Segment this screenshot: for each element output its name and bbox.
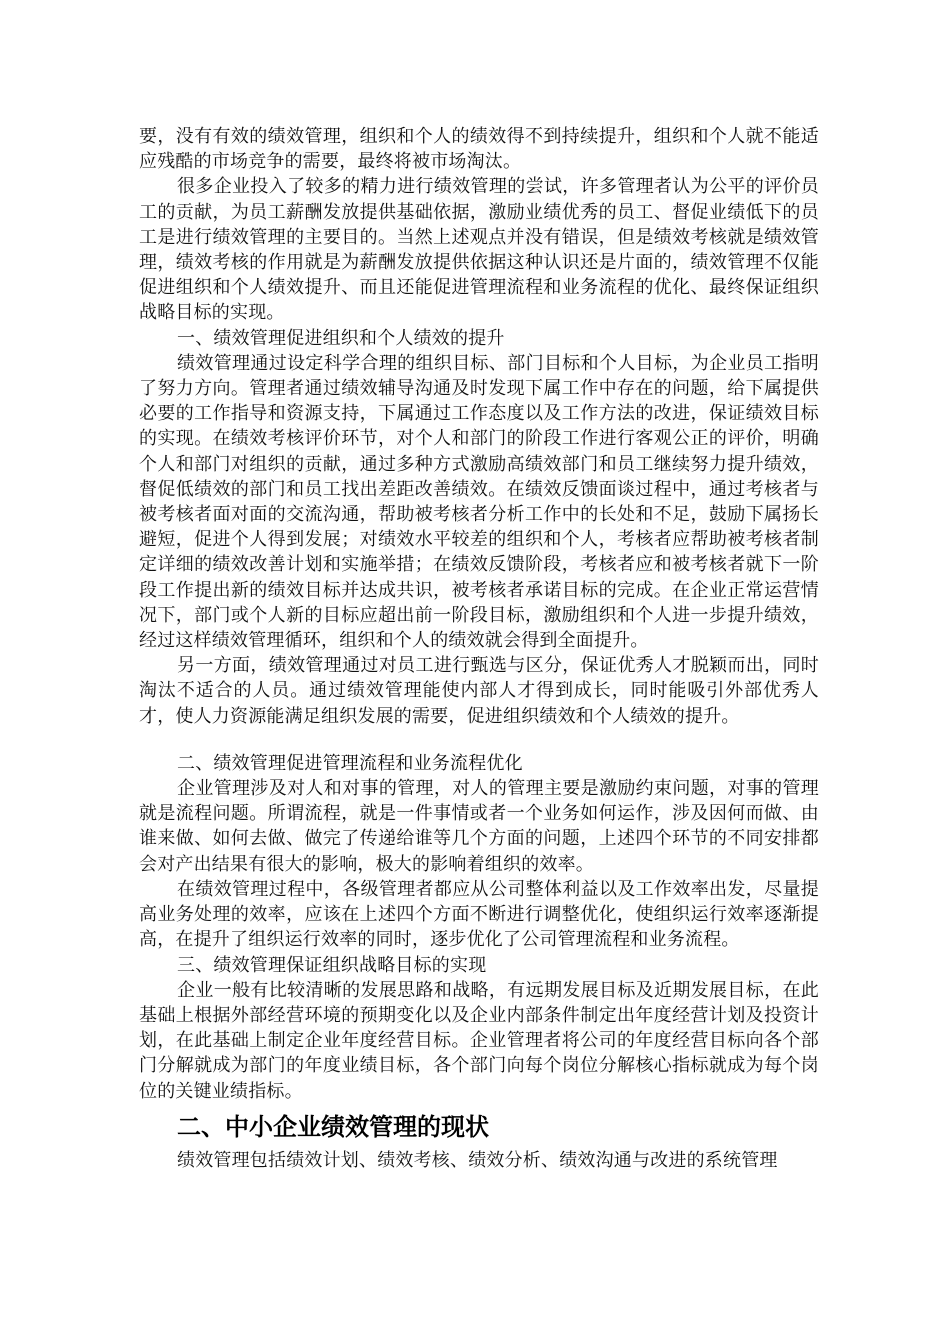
paragraph-two-a: 企业管理涉及对人和对事的管理，对人的管理主要是激励约束问题，对事的管理就是流程问题。所谓流程，就是一件事情或者一个业务如何运作，涉及因何而做、由谁来做、如何去做、做完了传递给谁等几个方面的问题，上述四个环节的不同安排都会对产出结果有很大的影响，极大的影响着组织的效率。 [139,778,819,875]
paragraph-two-b: 在绩效管理过程中，各级管理者都应从公司整体利益以及工作效率出发，尽量提高业务处理的效率，应该在上述四个方面不断进行调整优化，使组织运行效率逐渐提高，在提升了组织运行效率的同时，逐步优化了公司管理流程和业务流程。 [139,878,819,951]
section-heading: 二、中小企业绩效管理的现状 [177,1112,489,1141]
paragraph-section-two-a: 绩效管理包括绩效计划、绩效考核、绩效分析、绩效沟通与改进的系统管理 [177,1149,778,1171]
subheading-three: 三、绩效管理保证组织战略目标的实现 [177,954,487,976]
blank-line [139,729,819,751]
document-page [139,124,819,1173]
paragraph-one-b: 另一方面，绩效管理通过对员工进行甄选与区分，保证优秀人才脱颖而出，同时淘汰不适合的人员。通过绩效管理能使内部人才得到成长，同时能吸引外部优秀人才，使人力资源能满足组织发展的需要，促进组织绩效和个人绩效的提升。 [139,655,819,727]
paragraph-three-a: 企业一般有比较清晰的发展思路和战略，有远期发展目标及近期发展目标，在此基础上根据外部经营环境的预期变化以及企业内部条件制定出年度经营计划及投资计划，在此基础上制定企业年度经营目标。企业管理者将公司的年度经营目标向各个部门分解就成为部门的年度业绩目标，各个部门向每个岗位分解核心指标就成为每个岗位的关键业绩指标。 [139,979,819,1102]
subheading-one: 一、绩效管理促进组织和个人绩效的提升 [177,327,505,349]
paragraph-attempts: 很多企业投入了较多的精力进行绩效管理的尝试，许多管理者认为公平的评价员工的贡献，为员工薪酬发放提供基础依据，激励业绩优秀的员工、督促业绩低下的员工是进行绩效管理的主要目的。当然上述观点并没有错误，但是绩效考核就是绩效管理，绩效考核的作用就是为薪酬发放提供依据这种认识还是片面的，绩效管理不仅能促进组织和个人绩效提升、而且还能促进管理流程和业务流程的优化、最终保证组织战略目标的实现。 [139,176,819,324]
subheading-two: 二、绩效管理促进管理流程和业务流程优化 [177,752,523,774]
paragraph-intro-tail: 要，没有有效的绩效管理，组织和个人的绩效得不到持续提升，组织和个人就不能适应残酷的市场竞争的需要，最终将被市场淘汰。 [139,126,819,173]
paragraph-one-a: 绩效管理通过设定科学合理的组织目标、部门目标和个人目标，为企业员工指明了努力方向。管理者通过绩效辅导沟通及时发现下属工作中存在的问题，给下属提供必要的工作指导和资源支持，下属通过工作态度以及工作方法的改进，保证绩效目标的实现。在绩效考核评价环节，对个人和部门的阶段工作进行客观公正的评价，明确个人和部门对组织的贡献，通过多种方式激励高绩效部门和员工继续努力提升绩效，督促低绩效的部门和员工找出差距改善绩效。在绩效反馈面谈过程中，通过考核者与被考核者面对面的交流沟通，帮助被考核者分析工作中的长处和不足，鼓励下属扬长避短，促进个人得到发展；对绩效水平较差的组织和个人，考核者应帮助被考核者制定详细的绩效改善计划和实施举措；在绩效反馈阶段，考核者应和被考核者就下一阶段工作提出新的绩效目标并达成共识，被考核者承诺目标的完成。在企业正常运营情况下，部门或个人新的目标应超出前一阶段目标，激励组织和个人进一步提升绩效，经过这样绩效管理循环，组织和个人的绩效就会得到全面提升。 [139,352,819,652]
